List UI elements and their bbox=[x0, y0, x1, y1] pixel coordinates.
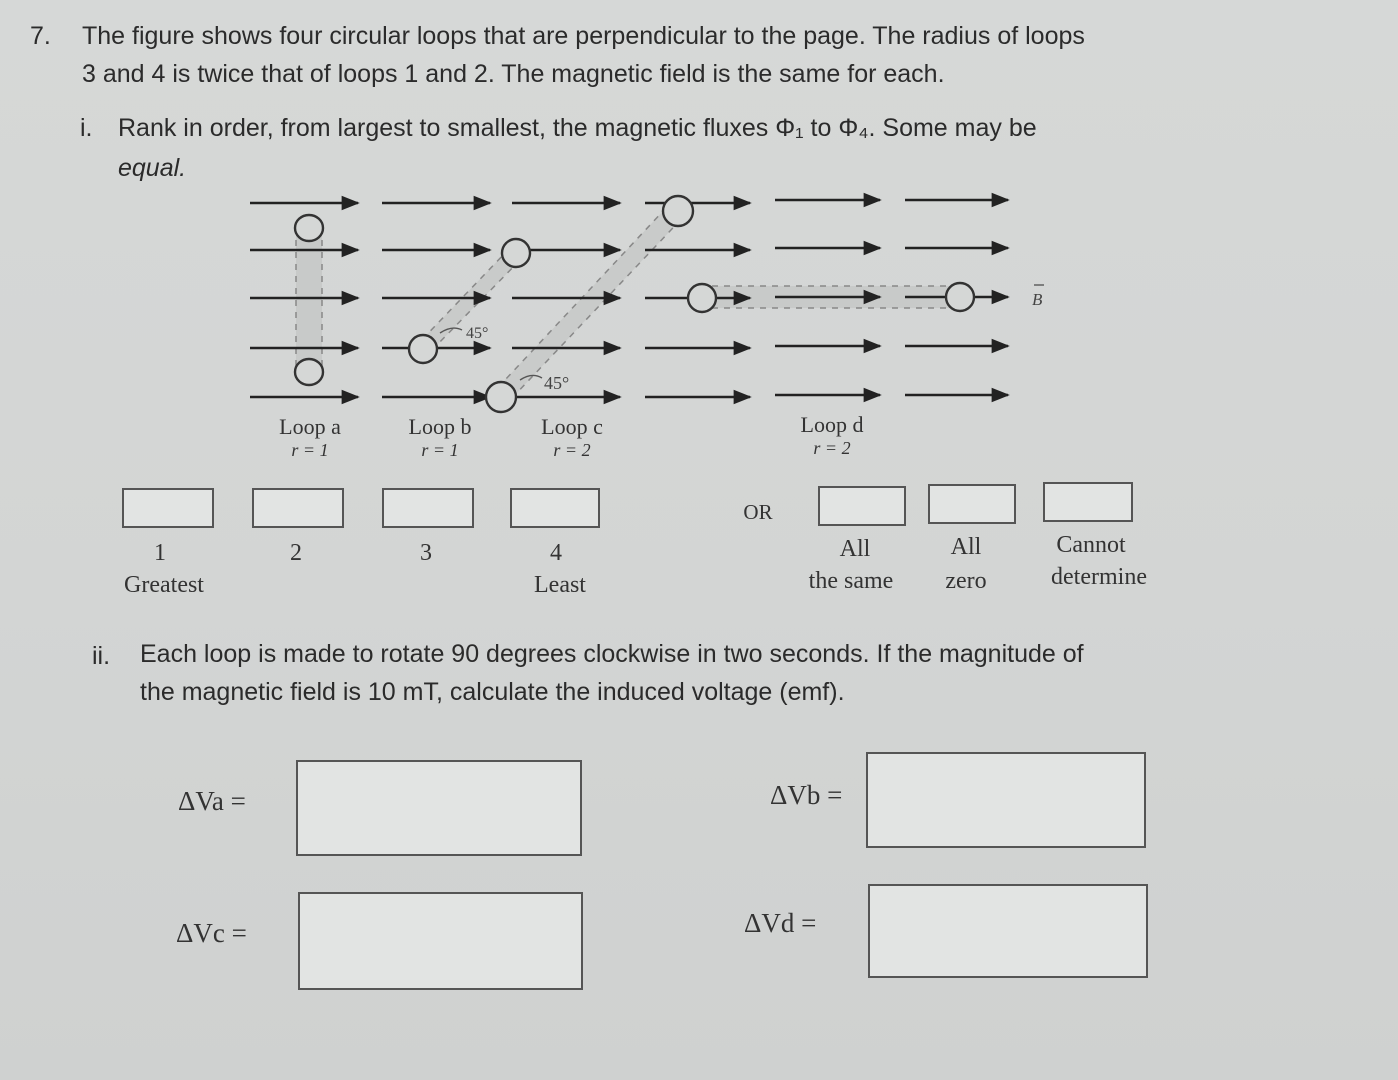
loop-b-bottom bbox=[409, 335, 437, 363]
option-all-same-line1: All bbox=[839, 536, 871, 562]
loop-c-band bbox=[490, 208, 688, 398]
angle-c-label: 45° bbox=[544, 373, 570, 393]
option-all-zero-box[interactable] bbox=[928, 484, 1016, 524]
rank-2-box[interactable] bbox=[252, 488, 344, 528]
field-b-label: B bbox=[1032, 290, 1043, 309]
loop-b-top bbox=[502, 239, 530, 267]
delta-vc-answer-box[interactable] bbox=[298, 892, 583, 990]
delta-vc-label: ΔVc = bbox=[176, 918, 247, 948]
or-label: OR bbox=[743, 500, 773, 524]
part-ii-text-line1: Each loop is made to rotate 90 degrees clockwise in two seconds. If the magnitude of bbox=[140, 640, 1084, 668]
rank-1-caption: Greatest bbox=[124, 572, 204, 598]
option-all-same-box[interactable] bbox=[818, 486, 906, 526]
loop-d-name: Loop d bbox=[800, 412, 864, 437]
rank-4-box[interactable] bbox=[510, 488, 600, 528]
rank-4-caption: Least bbox=[534, 572, 586, 598]
loop-d-left bbox=[688, 284, 716, 312]
delta-va-label: ΔVa = bbox=[178, 786, 246, 816]
part-ii-text-line2: the magnetic field is 10 mT, calculate the induced voltage (emf). bbox=[140, 678, 845, 706]
angle-b-label: 45° bbox=[466, 325, 489, 342]
option-all-same-line2: the same bbox=[808, 568, 894, 594]
delta-va-answer-box[interactable] bbox=[296, 760, 582, 856]
question-text-line2: 3 and 4 is twice that of loops 1 and 2. The magnetic field is the same for each. bbox=[82, 60, 945, 88]
loop-c-bottom bbox=[486, 382, 516, 412]
part-i-text-line1: Rank in order, from largest to smallest, the magnetic fluxes Φ₁ to Φ₄. Some may be bbox=[118, 114, 1037, 142]
loop-d-radius: r = 2 bbox=[813, 438, 851, 458]
part-i-numeral: i. bbox=[80, 114, 93, 142]
loop-c-top bbox=[663, 196, 693, 226]
delta-vd-answer-box[interactable] bbox=[868, 884, 1148, 978]
part-ii-numeral: ii. bbox=[92, 642, 111, 670]
option-all-zero-line1: All bbox=[950, 534, 982, 560]
loop-a-name: Loop a bbox=[279, 414, 341, 439]
magnetic-field-figure bbox=[0, 0, 1398, 470]
loop-b-name: Loop b bbox=[408, 414, 472, 439]
rank-1-number: 1 bbox=[154, 540, 166, 566]
delta-vb-label: ΔVb = bbox=[770, 780, 843, 810]
loop-a-bottom bbox=[295, 359, 323, 385]
loop-b-radius: r = 1 bbox=[421, 440, 459, 460]
rank-4-number: 4 bbox=[550, 540, 562, 566]
question-text-line1: The figure shows four circular loops that are perpendicular to the page. The radius of loops bbox=[82, 22, 1085, 50]
rank-3-number: 3 bbox=[420, 540, 432, 566]
option-all-zero-line2: zero bbox=[945, 568, 987, 594]
part-i-text-line2: equal. bbox=[118, 154, 187, 182]
loop-c-radius: r = 2 bbox=[553, 440, 591, 460]
loop-a-radius: r = 1 bbox=[291, 440, 329, 460]
rank-2-number: 2 bbox=[290, 540, 302, 566]
rank-1-box[interactable] bbox=[122, 488, 214, 528]
option-cannot-line2: determine bbox=[1051, 564, 1147, 590]
delta-vd-label: ΔVd = bbox=[744, 908, 817, 938]
option-cannot-line1: Cannot bbox=[1056, 532, 1126, 558]
loop-c-name: Loop c bbox=[541, 414, 603, 439]
rank-3-box[interactable] bbox=[382, 488, 474, 528]
option-cannot-determine-box[interactable] bbox=[1043, 482, 1133, 522]
loop-a-top bbox=[295, 215, 323, 241]
question-number: 7. bbox=[30, 22, 51, 50]
delta-vb-answer-box[interactable] bbox=[866, 752, 1146, 848]
loop-d-right bbox=[946, 283, 974, 311]
